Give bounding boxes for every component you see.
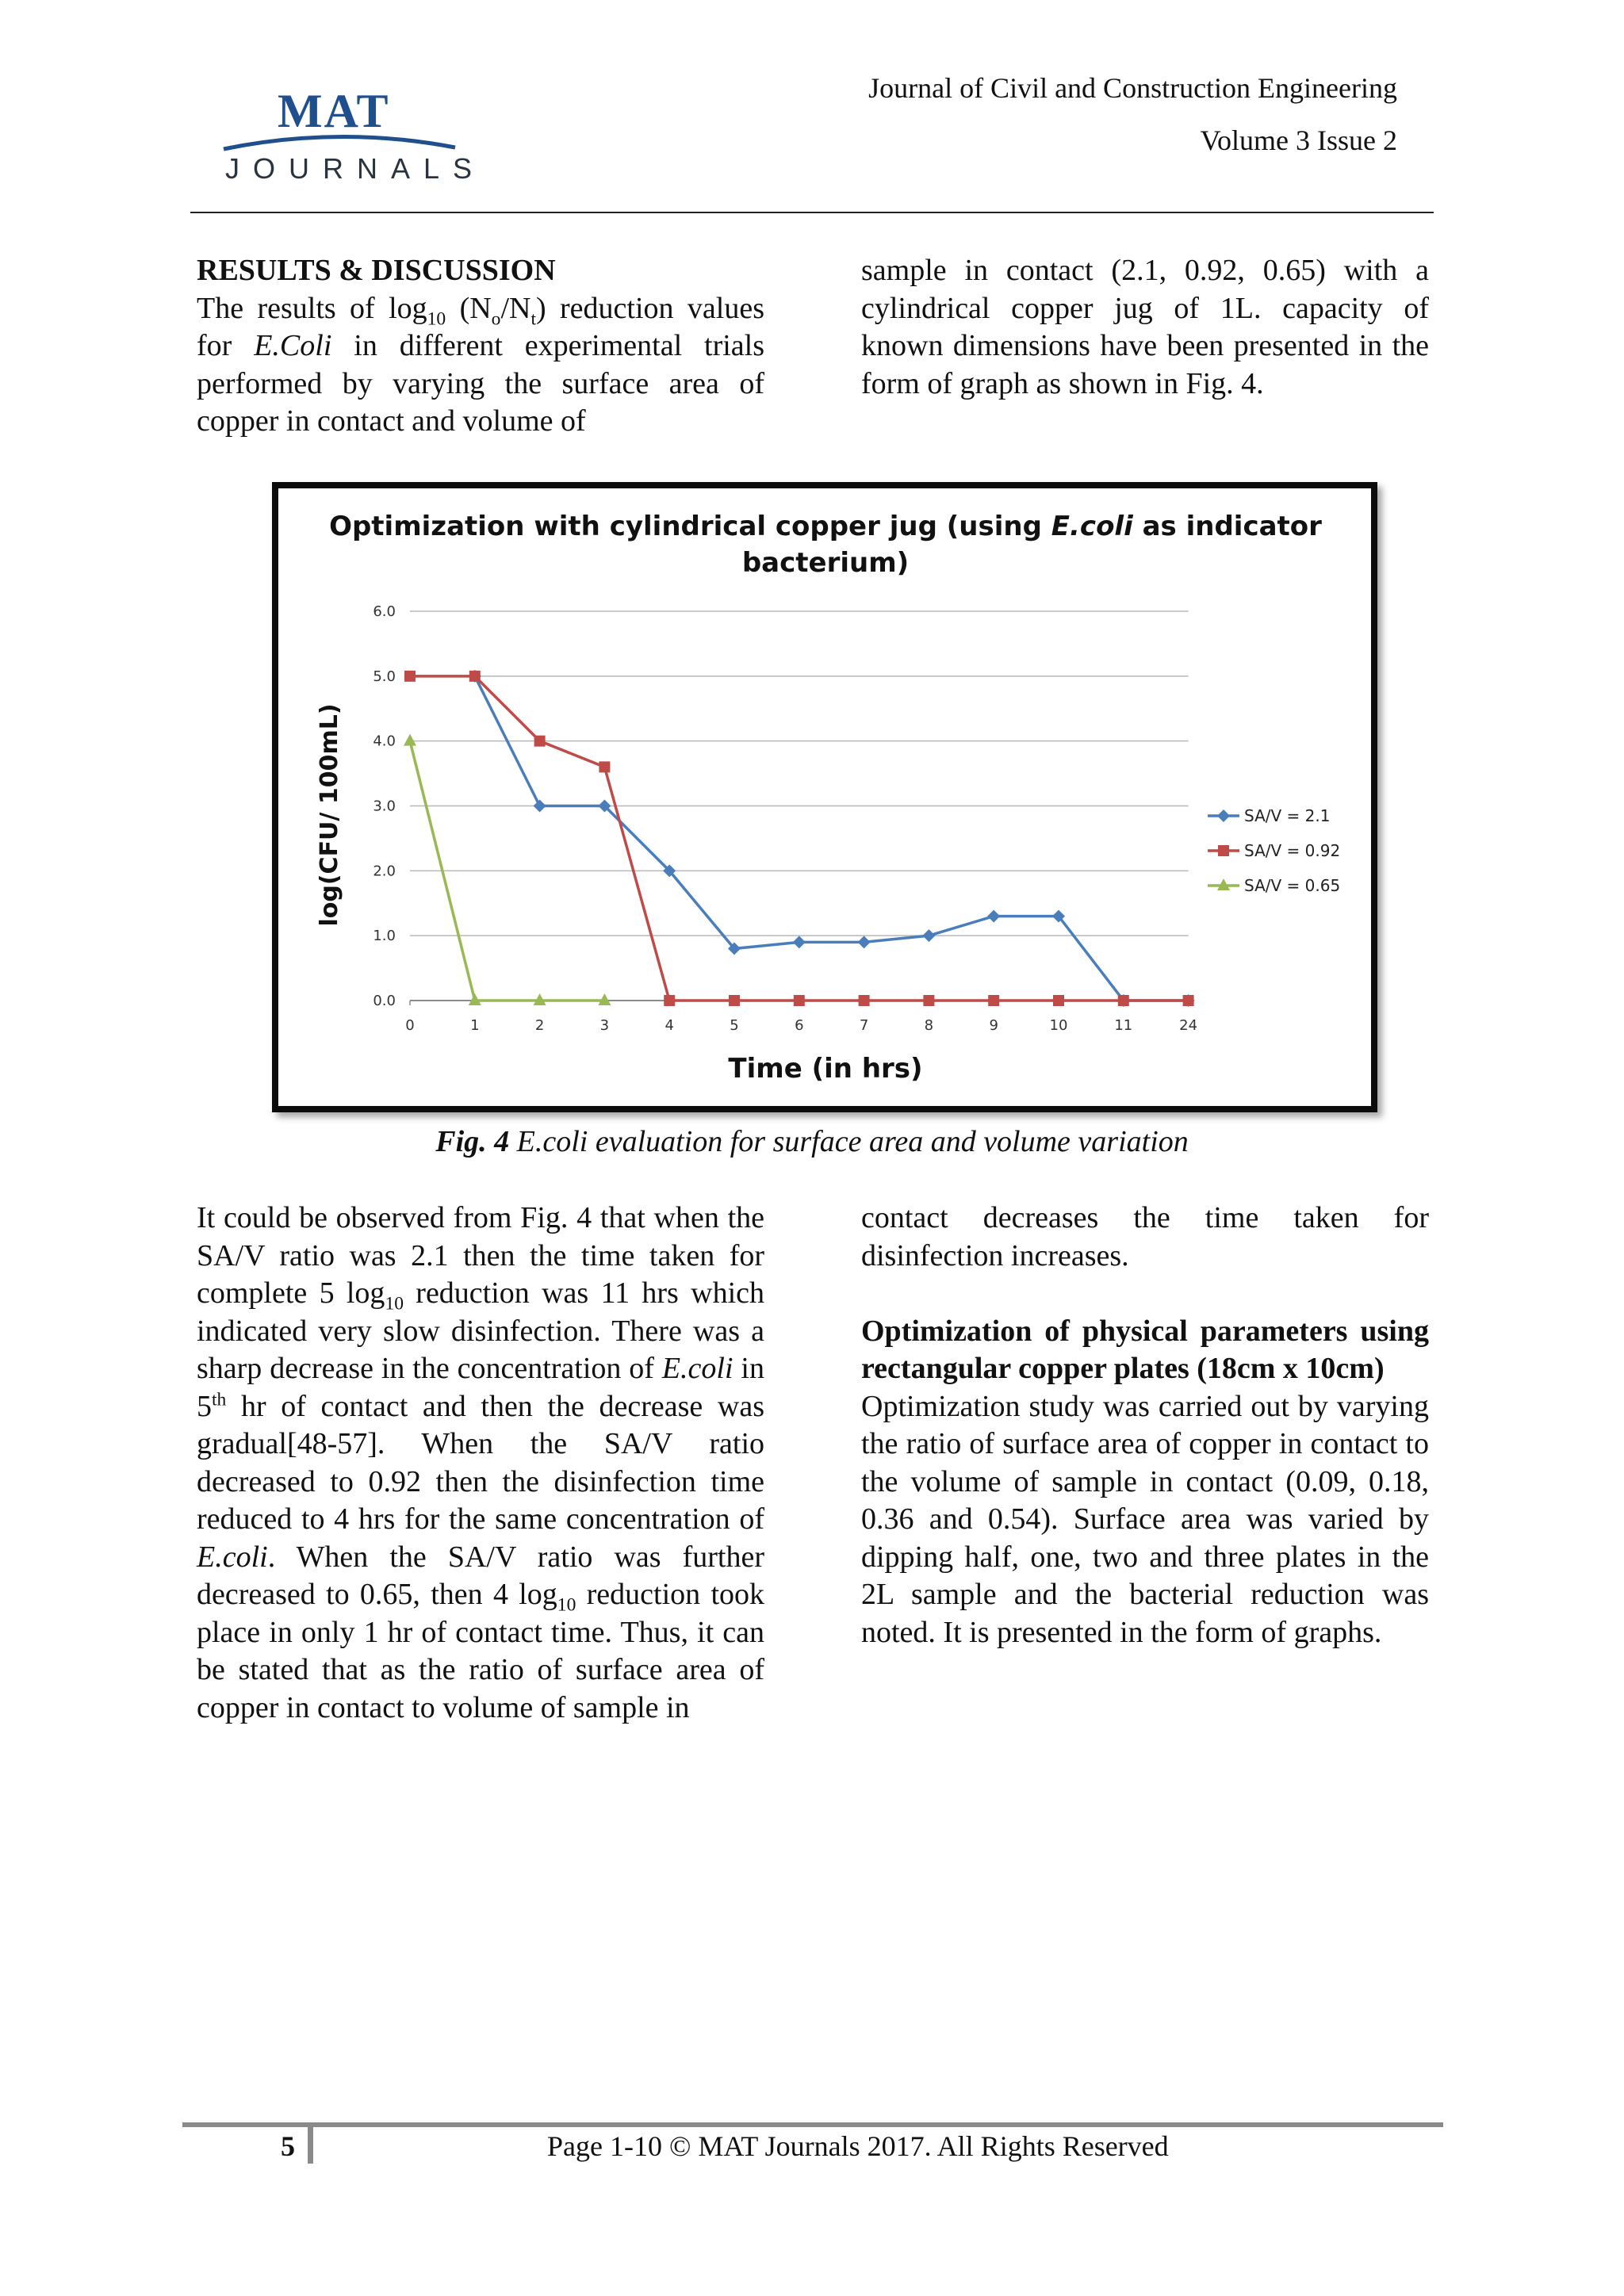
paragraph-intro-continued: sample in contact (2.1, 0.92, 0.65) with a cylindrical copper jug of 1L. capacity of known dimensions have been presented in the form of graph as shown in Fig. 4. bbox=[861, 254, 1429, 400]
y-tick-label: 4.0 bbox=[373, 733, 396, 750]
y-tick-label: 1.0 bbox=[373, 928, 396, 945]
header-divider bbox=[190, 212, 1434, 213]
chart-x-axis-label: Time (in hrs) bbox=[728, 1053, 923, 1085]
x-tick-label: 3 bbox=[599, 1017, 610, 1034]
data-point-marker bbox=[922, 929, 935, 942]
x-tick-label: 6 bbox=[795, 1017, 804, 1034]
right-column-bottom bbox=[861, 1200, 1429, 1651]
series-line bbox=[475, 676, 1189, 1001]
chart-tick-labels bbox=[373, 603, 1197, 1034]
data-point-marker bbox=[534, 800, 546, 813]
data-point-marker bbox=[988, 995, 999, 1006]
data-point-marker bbox=[404, 671, 416, 682]
data-point-marker bbox=[794, 995, 805, 1006]
chart-series bbox=[404, 670, 1195, 1007]
logo-swoosh-icon bbox=[220, 128, 458, 152]
y-tick-label: 5.0 bbox=[373, 668, 396, 685]
figure-caption: Fig. 4 E.coli evaluation for surface area and volume variation bbox=[435, 1125, 1189, 1158]
x-tick-label: 2 bbox=[534, 1017, 545, 1034]
legend-label: SA/V = 0.92 bbox=[1244, 841, 1341, 860]
chart-title-line-1: Optimization with cylindrical copper jug (using E.coli as indicator bbox=[329, 511, 1322, 542]
left-column-bottom bbox=[197, 1200, 764, 1727]
chart-legend bbox=[1208, 806, 1340, 895]
paragraph-conclusion: contact decreases the time taken for disinfection increases. bbox=[861, 1201, 1429, 1272]
logo-journals-text: JOURNALS bbox=[225, 152, 486, 185]
y-tick-label: 0.0 bbox=[373, 993, 396, 1009]
x-tick-label: 8 bbox=[924, 1017, 934, 1034]
paragraph-optimization: Optimization study was carried out by varying the ratio of surface area of copper in contact to the volume of sample in contact (0.09, 0.18, 0.36 and 0.54). Surface area was varied by dipping half, one, two and three plates in the 2L sample and the bacterial reduction was noted. It is presented in the form of graphs. bbox=[861, 1389, 1429, 1649]
data-point-marker bbox=[923, 995, 934, 1006]
paragraph-observation: It could be observed from Fig. 4 that when the SA/V ratio was 2.1 then the time taken for complete 5 $\log_{10}$ reduction was 11 hrs which indicated very slow disinfection. There was a sharp decrease in the concentration of E.coli in 5th hr of contact and then the decrease was gradual[48-57]. When the SA/V ratio decreased to 0.92 then the disinfection time reduced to 4 hrs for the same concentration of E.coli. When the SA/V ratio was further decreased to 0.65, then 4 $\log_{10}$ reduction took place in only 1 hr of contact time. Thus, it can be stated that as the ratio of surface area of copper in contact to volume of sample in bbox=[197, 1201, 764, 1724]
data-point-marker bbox=[858, 936, 871, 948]
x-tick-label: 11 bbox=[1114, 1017, 1133, 1034]
data-point-marker bbox=[1053, 995, 1064, 1006]
x-tick-label: 5 bbox=[730, 1017, 739, 1034]
left-column-top bbox=[197, 252, 764, 441]
x-tick-label: 9 bbox=[989, 1017, 998, 1034]
data-point-marker bbox=[404, 734, 416, 746]
data-point-marker bbox=[1118, 995, 1129, 1006]
journal-name: Journal of Civil and Construction Engineering bbox=[868, 72, 1397, 104]
footer-divider bbox=[182, 2122, 1443, 2127]
figure-4-chart bbox=[272, 482, 1377, 1112]
right-column-top bbox=[861, 252, 1429, 403]
data-point-marker bbox=[793, 936, 806, 948]
x-tick-label: 1 bbox=[470, 1017, 480, 1034]
data-point-marker bbox=[729, 995, 740, 1006]
x-tick-label: 4 bbox=[665, 1017, 674, 1034]
data-point-marker bbox=[534, 736, 546, 747]
page-number: 5 bbox=[281, 2130, 295, 2162]
data-point-marker bbox=[1217, 809, 1230, 822]
x-tick-label: 10 bbox=[1049, 1017, 1068, 1034]
logo-mat-text: MAT bbox=[278, 85, 390, 137]
mat-journals-logo bbox=[220, 84, 486, 187]
data-point-marker bbox=[859, 995, 870, 1006]
data-point-marker bbox=[664, 995, 675, 1006]
data-point-marker bbox=[1183, 995, 1194, 1006]
series-line bbox=[410, 676, 1189, 1001]
chart-title-line-2: bacterium) bbox=[741, 547, 910, 579]
y-tick-label: 2.0 bbox=[373, 863, 396, 880]
y-tick-label: 3.0 bbox=[373, 798, 396, 815]
subsection-heading: Optimization of physical parameters using rectangular copper plates (18cm x 10cm) bbox=[861, 1314, 1429, 1385]
chart-canvas bbox=[278, 488, 1371, 1106]
x-tick-label: 0 bbox=[405, 1017, 415, 1034]
data-point-marker bbox=[1218, 845, 1229, 856]
x-tick-label: 24 bbox=[1179, 1017, 1198, 1034]
footer-page-bar bbox=[308, 2127, 313, 2164]
x-tick-label: 7 bbox=[859, 1017, 869, 1034]
footer-copyright: Page 1-10 © MAT Journals 2017. All Rights Reserved bbox=[547, 2130, 1169, 2162]
chart-y-axis-label: log(CFU/ 100mL) bbox=[316, 703, 343, 927]
section-heading: RESULTS & DISCUSSION bbox=[197, 254, 556, 287]
paragraph-intro: The results of $\log_{10} (N_o/N_t)$ reduction values for E.Coli in different experimental trials performed by varying the surface area of copper in contact and volume of bbox=[197, 291, 765, 438]
y-tick-label: 6.0 bbox=[373, 603, 396, 620]
volume-issue: Volume 3 Issue 2 bbox=[1200, 124, 1397, 156]
data-point-marker bbox=[987, 910, 1000, 923]
data-point-marker bbox=[469, 671, 481, 682]
legend-label: SA/V = 0.65 bbox=[1244, 876, 1341, 895]
legend-label: SA/V = 2.1 bbox=[1244, 806, 1331, 825]
data-point-marker bbox=[599, 761, 610, 772]
